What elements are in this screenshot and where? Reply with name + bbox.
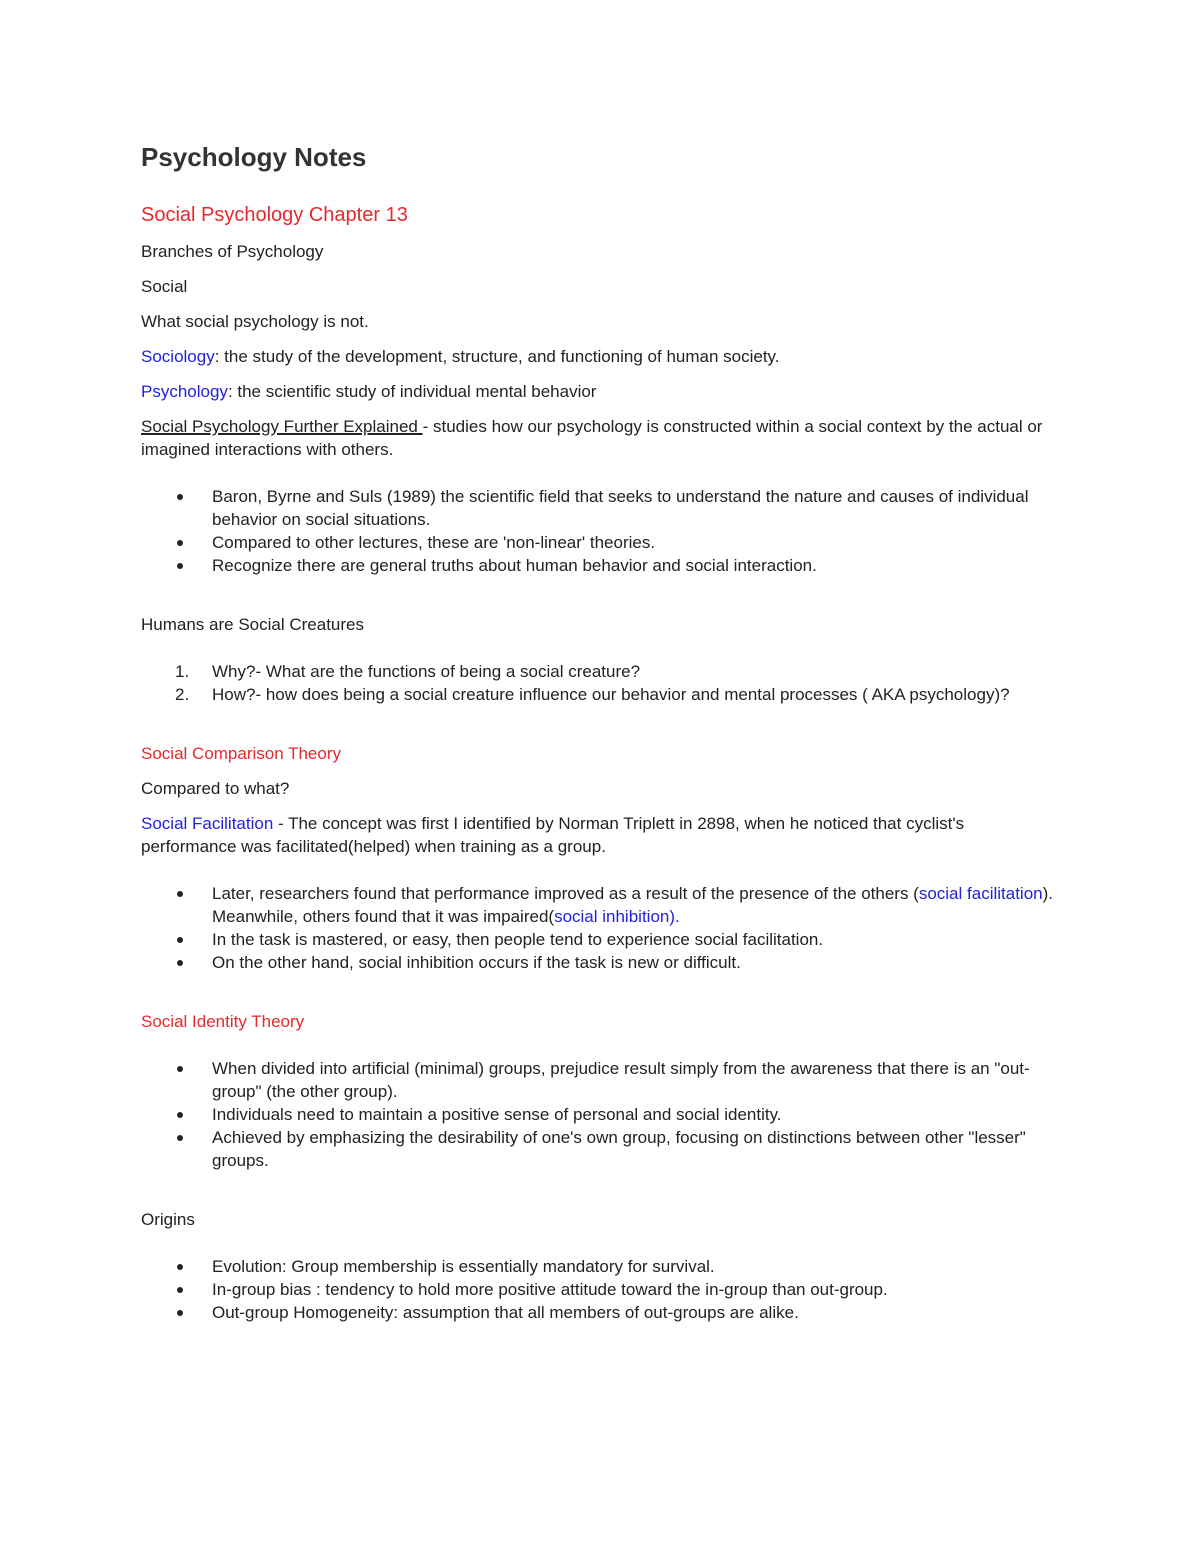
list-item: When divided into artificial (minimal) groups, prejudice result simply from the awareness that there is an "out-group" (the other group). — [141, 1057, 1061, 1103]
what-not-text: What social psychology is not. — [141, 312, 369, 331]
further-text: - studies how our psychology is constructed within a social context by the actual or imagined interactions with others. — [141, 417, 1043, 459]
facilitation-definition — [141, 812, 1061, 858]
origins-bullet-list — [141, 1255, 1061, 1324]
list-item: Recognize there are general truths about human behavior and social interaction. — [141, 554, 1061, 577]
list-text: How?- how does being a social creature influence our behavior and mental processes ( AKA psychology)? — [212, 685, 1010, 704]
facilitation-text: - The concept was first I identified by Norman Triplett in 2898, when he noticed that cyclist's performance was facilitated(helped) when training as a group. — [141, 814, 965, 856]
further-bullet-list — [141, 485, 1061, 577]
list-number: 2. — [175, 685, 190, 704]
further-explained — [141, 415, 1061, 461]
list-item: Evolution: Group membership is essentially mandatory for survival. — [141, 1255, 1061, 1278]
list-text: Later, researchers found that performance improved as a result of the presence of the others ( — [212, 884, 919, 903]
list-item — [141, 882, 1061, 928]
facilitation-bullet-list — [141, 882, 1061, 974]
identity-bullet-list — [141, 1057, 1061, 1172]
list-item: On the other hand, social inhibition occurs if the task is new or difficult. — [141, 951, 1061, 974]
list-text: ). Meanwhile, others found that it was impaired( — [212, 884, 1053, 926]
list-item: In the task is mastered, or easy, then people tend to experience social facilitation. — [141, 928, 1061, 951]
facilitation-term: Social Facilitation — [141, 814, 274, 833]
humans-numbered-list — [141, 660, 1061, 706]
list-item: Individuals need to maintain a positive sense of personal and social identity. — [141, 1103, 1061, 1126]
sociology-text: : the study of the development, structure, and functioning of human society. — [214, 347, 780, 366]
sociology-definition — [141, 345, 1061, 368]
list-item: Out-group Homogeneity: assumption that all members of out-groups are alike. — [141, 1301, 1061, 1324]
sociology-term: Sociology — [141, 347, 215, 366]
document-body — [141, 202, 1061, 1324]
identity-heading: Social Identity Theory — [141, 1012, 305, 1031]
compared-to-text: Compared to what? — [141, 779, 290, 798]
humans-heading: Humans are Social Creatures — [141, 615, 364, 634]
list-item: Compared to other lectures, these are 'non-linear' theories. — [141, 531, 1061, 554]
further-term: Social Psychology Further Explained — [141, 417, 423, 436]
origins-heading: Origins — [141, 1210, 195, 1229]
list-item — [141, 660, 1061, 683]
psychology-definition — [141, 380, 1061, 403]
chapter-heading: Social Psychology Chapter 13 — [141, 204, 408, 226]
list-item: In-group bias : tendency to hold more positive attitude toward the in-group than out-group. — [141, 1278, 1061, 1301]
branches-text: Branches of Psychology — [141, 242, 324, 261]
list-item: Achieved by emphasizing the desirability of one's own group, focusing on distinctions between other "lesser" groups. — [141, 1126, 1061, 1172]
list-item: Baron, Byrne and Suls (1989) the scientific field that seeks to understand the nature and causes of individual behavior on social situations. — [141, 485, 1061, 531]
psychology-text: : the scientific study of individual mental behavior — [227, 382, 597, 401]
psychology-term: Psychology — [141, 382, 228, 401]
list-text: Why?- What are the functions of being a social creature? — [212, 662, 641, 681]
list-number: 1. — [175, 662, 190, 681]
list-item — [141, 683, 1061, 706]
social-text: Social — [141, 277, 188, 296]
social-facilitation-term: social facilitation — [918, 884, 1043, 903]
social-inhibition-term: social inhibition). — [554, 907, 680, 926]
comparison-heading: Social Comparison Theory — [141, 744, 341, 763]
page-title: Psychology Notes — [141, 142, 367, 172]
